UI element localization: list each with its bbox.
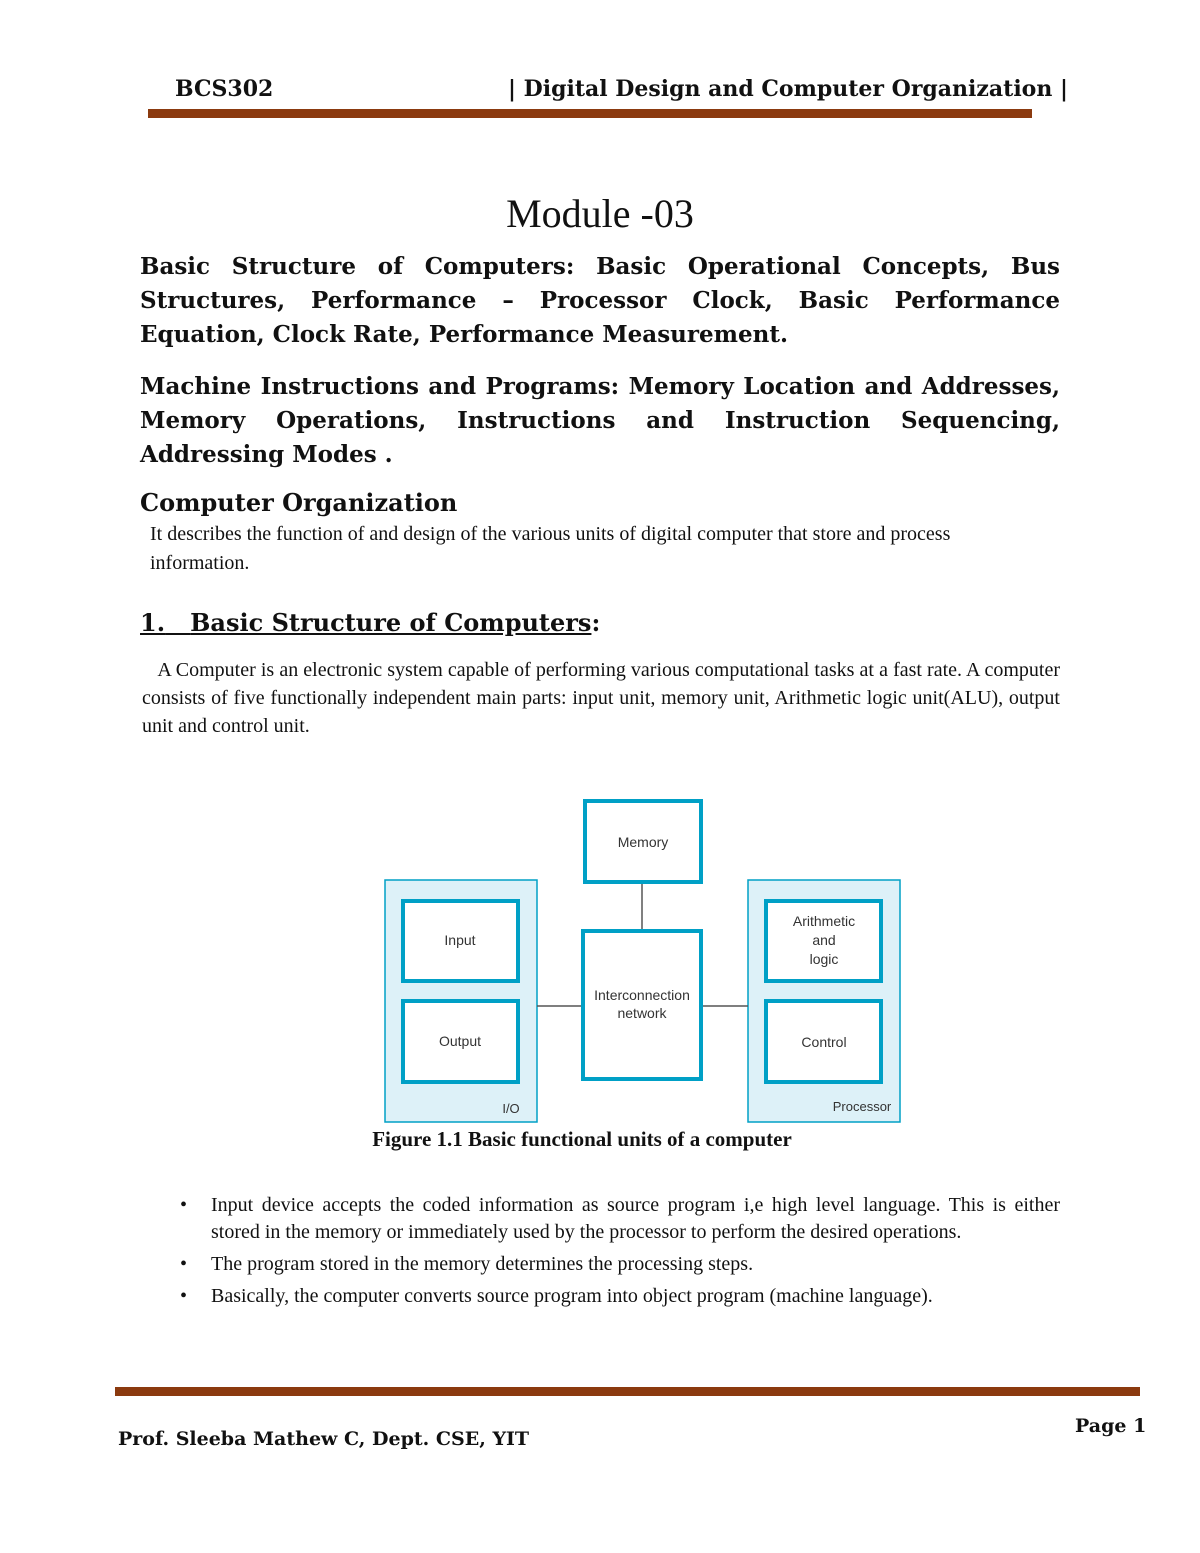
figure-caption: Figure 1.1 Basic functional units of a computer: [372, 1127, 792, 1151]
input-label: Input: [444, 932, 476, 948]
control-label: Control: [801, 1034, 847, 1050]
list-item: • Input device accepts the coded information as source program i,e high level language. This is either stored in the memory or immediately used by the processor to perform the desired operations.: [180, 1194, 1060, 1243]
section1-number: 1.: [140, 608, 166, 637]
bullet-icon: •: [180, 1285, 188, 1307]
bullet-icon: •: [180, 1253, 188, 1275]
list-item: • The program stored in the memory determines the processing steps.: [180, 1251, 1060, 1278]
footer-author: Prof. Sleeba Mathew C, Dept. CSE, YIT: [118, 1428, 530, 1450]
section1-colon: :: [591, 608, 601, 637]
syllabus-part2: Machine Instructions and Programs: Memory Location and Addresses, Memory Operations, Instructions and Instruction Sequencing, Addressing Modes .: [140, 373, 1060, 468]
interconnection-label-2: network: [617, 1005, 667, 1021]
module-title: Module -03: [506, 191, 694, 236]
alu-label-3: logic: [809, 951, 839, 967]
interconnection-label-1: Interconnection: [594, 987, 690, 1003]
section1-body-text: A Computer is an electronic system capable of performing various computational tasks at a fast rate. A computer consists of five functionally independent main parts: input unit, memory unit, Arithmetic logic unit(ALU), output unit and control unit.: [142, 659, 1060, 737]
list-item: • Basically, the computer converts source program into object program (machine language).: [180, 1283, 1060, 1310]
alu-label-2: and: [812, 932, 836, 948]
header-rule: [148, 109, 1032, 118]
processor-label: Processor: [832, 1099, 892, 1114]
memory-label: Memory: [617, 834, 669, 850]
functional-units-diagram: [380, 795, 905, 1127]
io-label: I/O: [502, 1101, 520, 1116]
syllabus-part1: Basic Structure of Computers: Basic Operational Concepts, Bus Structures, Performance – Processor Clock, Basic Performance Equation, Clock Rate, Performance Measurement.: [140, 253, 1060, 348]
bullet-icon: •: [180, 1194, 188, 1216]
section1-body: [142, 656, 1060, 740]
computer-organization-heading: Computer Organization: [140, 488, 458, 517]
course-code: BCS302: [175, 76, 274, 102]
page-number: Page 1: [1075, 1415, 1147, 1437]
section1-title: Basic Structure of Computers: [190, 608, 592, 637]
section1-heading: [140, 608, 600, 637]
course-title: | Digital Design and Computer Organization |: [508, 76, 1069, 102]
bullet-list: [180, 1192, 1060, 1315]
computer-organization-body: It describes the function of and design of the various units of digital computer that store and process information.: [150, 523, 951, 574]
alu-label-1: Arithmetic: [792, 913, 856, 929]
footer-rule: [115, 1387, 1140, 1396]
output-label: Output: [438, 1033, 482, 1049]
